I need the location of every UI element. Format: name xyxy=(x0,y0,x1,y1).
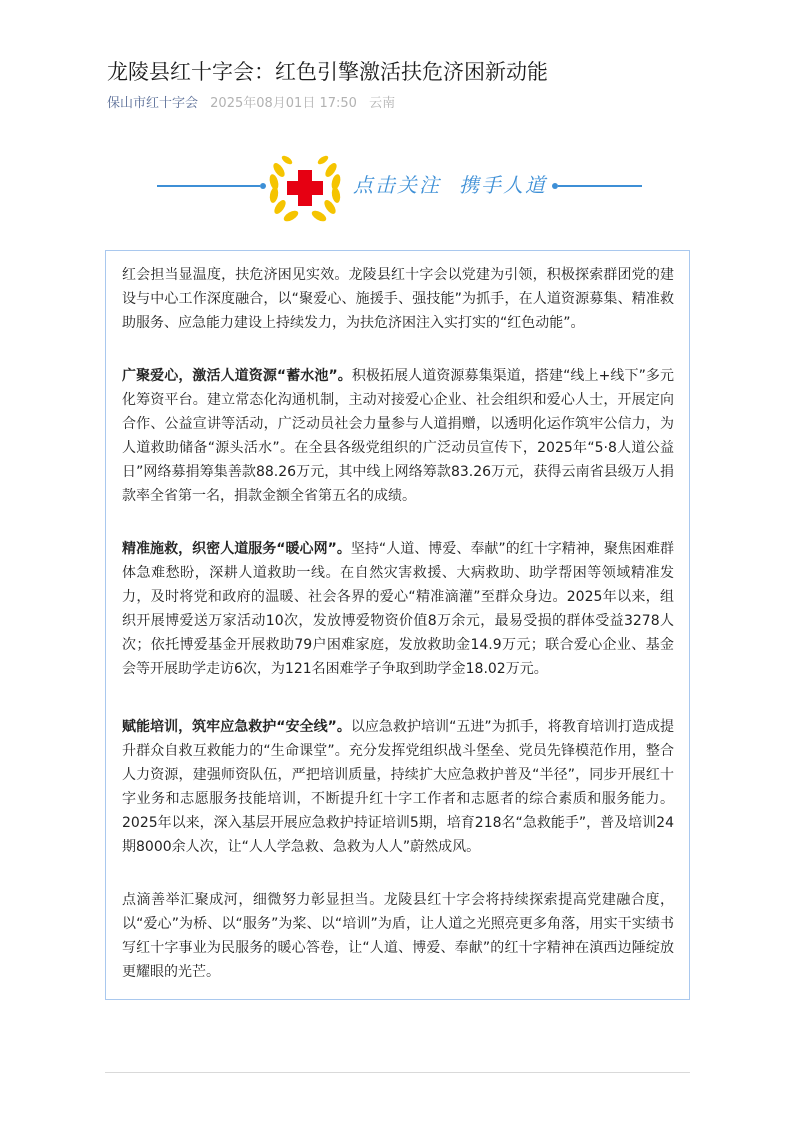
section-heading: 精准施救，织密人道服务“暖心网”。 xyxy=(122,541,351,557)
article-body xyxy=(105,250,690,1000)
section-heading: 赋能培训，筑牢应急救护“安全线”。 xyxy=(122,719,351,735)
source-account-link[interactable]: 保山市红十字会 xyxy=(107,96,199,111)
banner-divider-left xyxy=(157,185,260,187)
slogan-follow: 点击关注 xyxy=(353,173,441,197)
slogan-together: 携手人道 xyxy=(459,173,547,197)
publish-region: 云南 xyxy=(369,96,396,111)
closing-paragraph: 点滴善举汇聚成河，细微努力彰显担当。龙陵县红十字会将持续探索提高党建融合度，以“爱心”为桥、以“服务”为桨、以“培训”为盾，让人道之光照亮更多角落，用实干实绩书写红十字事业为民服务的暖心答卷，让“人道、博爱、奉献”的红十字精神在滇西边陲绽放更耀眼的光芒。 xyxy=(122,892,674,980)
section-heading: 广聚爱心，激活人道资源“蓄水池”。 xyxy=(122,368,352,384)
article-title: 龙陵县红十字会：红色引擎激活扶危济困新动能 xyxy=(107,60,548,84)
section-paragraph xyxy=(122,537,674,681)
section-text: 坚持“人道、博爱、奉献”的红十字精神，聚焦困难群体急难愁盼，深耕人道救助一线。在自然灾害救援、大病救助、助学帮困等领域精准发力，及时将党和政府的温暖、社会各界的爱心“精准滴灌”至群众身边。2025年以来，组织开展博爱送万家活动10次，发放博爱物资价值8万余元，最易受损的群体受益3278人次；依托博爱基金开展救助79户困难家庭，发放救助金14.9万元；联合爱心企业、基金会等开展助学走访6次，为121名困难学子争取到助学金18.02万元。 xyxy=(122,541,674,677)
bottom-divider xyxy=(105,1072,690,1073)
article-meta xyxy=(107,95,395,113)
section-text: 积极拓展人道资源募集渠道，搭建“线上+线下”多元化筹资平台。建立常态化沟通机制，主动对接爱心企业、社会组织和爱心人士，开展定向合作、公益宣讲等活动，广泛动员社会力量参与人道捐赠，以透明化运作筑牢公信力，为人道救助储备“源头活水”。在全县各级党组织的广泛动员宣传下，2025年“5·8人道公益日”网络募捐筹集善款88.26万元，其中线上网络筹款83.26万元，获得云南省县级万人捐款率全省第一名，捐款金额全省第五名的成绩。 xyxy=(122,368,674,504)
publish-time: 2025年08月01日 17:50 xyxy=(210,96,357,111)
section-paragraph xyxy=(122,364,674,508)
red-cross-emblem-icon xyxy=(265,148,345,224)
section-text: 以应急救护培训“五进”为抓手，将教育培训打造成提升群众自救互救能力的“生命课堂”。充分发挥党组织战斗堡垒、党员先锋模范作用，整合人力资源，建强师资队伍，严把培训质量，持续扩大应急救护普及“半径”，同步开展红十字业务和志愿服务技能培训，不断提升红十字工作者和志愿者的综合素质和服务能力。2025年以来，深入基层开展应急救护持证培训5期，培育218名“急救能手”，普及培训24期8000余人次，让“人人学急救、急救为人人”蔚然成风。 xyxy=(122,719,674,855)
follow-banner[interactable] xyxy=(157,148,642,224)
intro-paragraph: 红会担当显温度，扶危济困见实效。龙陵县红十字会以党建为引领，积极探索群团党的建设与中心工作深度融合，以“聚爱心、施援手、强技能”为抓手，在人道资源募集、精准救助服务、应急能力建设上持续发力，为扶危济困注入实打实的“红色动能”。 xyxy=(122,267,674,331)
banner-slogan xyxy=(353,170,547,200)
banner-divider-right xyxy=(558,185,642,187)
section-paragraph xyxy=(122,715,674,859)
